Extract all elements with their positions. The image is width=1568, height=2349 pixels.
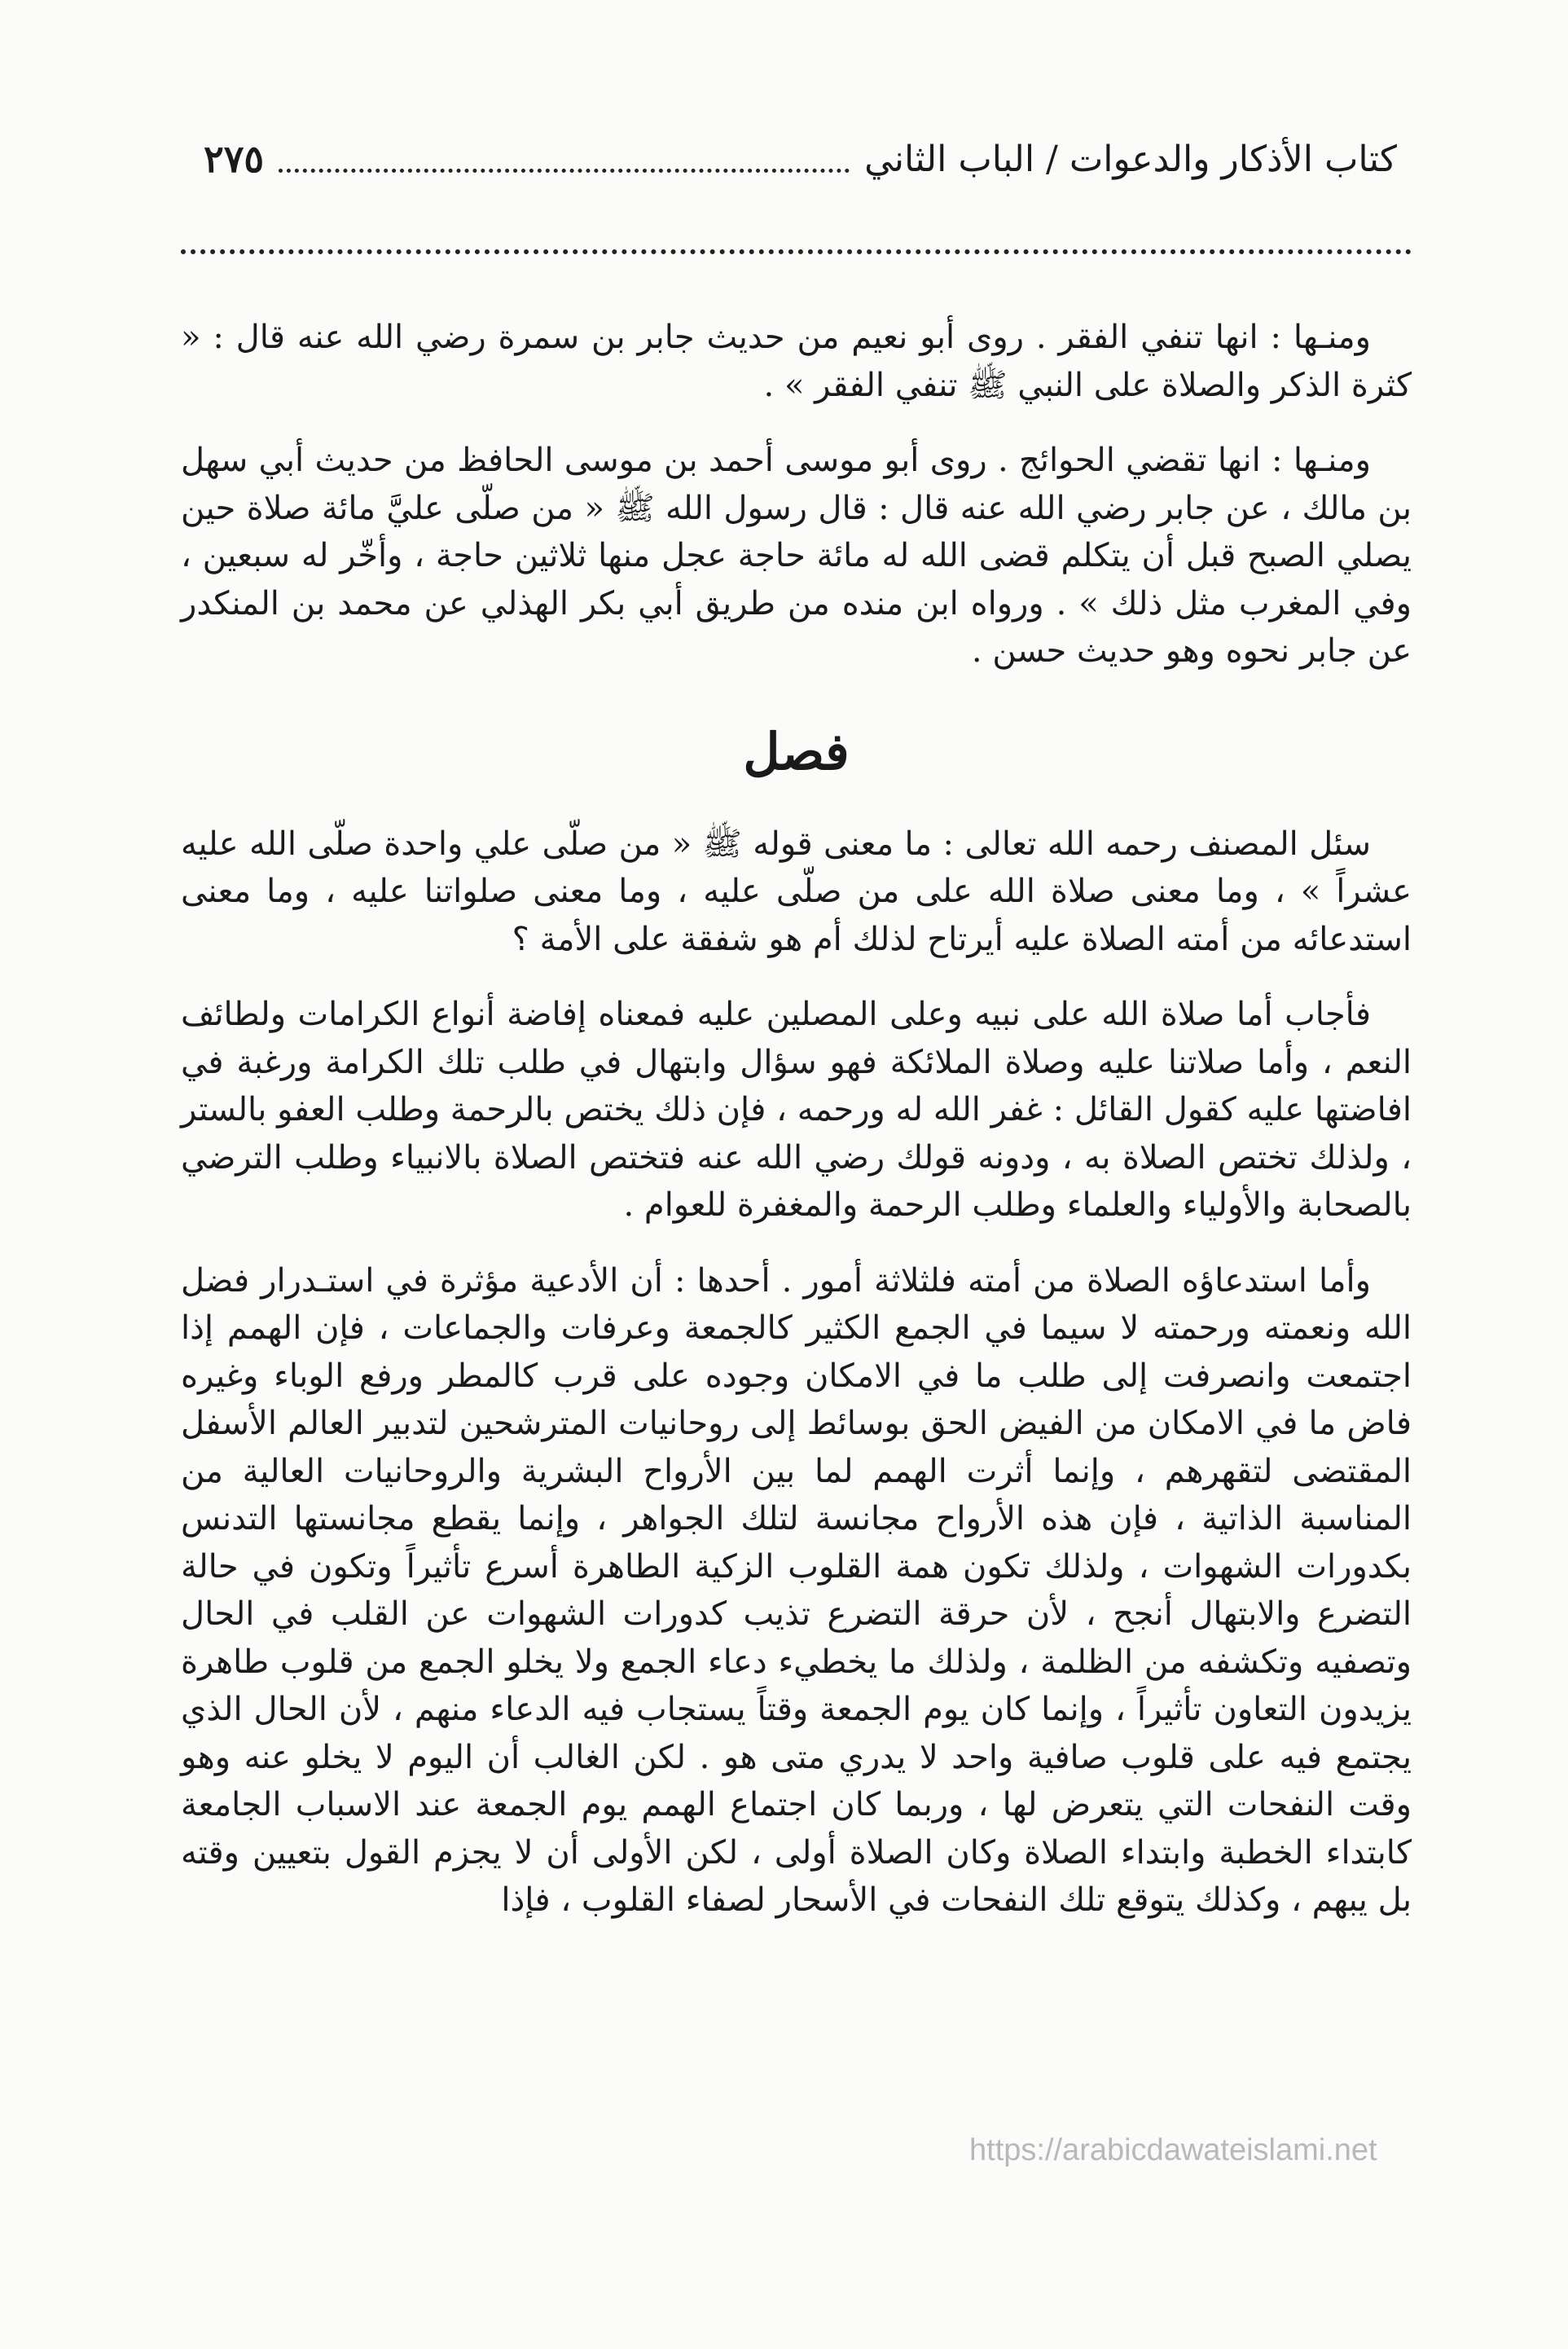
- paragraph-poverty: ومنـها : انها تنفي الفقر . روى أبو نعيم من حديث جابر بن سمرة رضي الله عنه قال : « كثرة الذكر والصلاة على النبي ﷺ تنفي الفقر » .: [181, 319, 1412, 404]
- chapter-title: كتاب الأذكار والدعوات / الباب الثاني: [864, 138, 1397, 180]
- dot-leader: [279, 169, 850, 173]
- paragraph-reasons: وأما استدعاؤه الصلاة من أمته فلثلاثة أمور . أحدها : أن الأدعية مؤثرة في استـدرار فضل الله ونعمته ورحمته لا سيما في الجمع الكثير كالجمعة وعرفات والجماعات ، فإن الهمم إذا اجتمعت وانصرفت إلى طلب ما في الامكان وجوده على قرب كالمطر ورفع الوباء وغيره فاض ما في الامكان من الفيض الحق بوسائط إلى روحانيات المترشحين لتدبير العالم الأسفل المقتضى لتقهرهم ، وإنما أثرت الهمم لما بين الأرواح البشرية والروحانيات العالية من المناسبة الذاتية ، فإن هذه الأرواح مجانسة لتلك الجواهر ، وإنما يقطع مجانستها التدنس بكدورات الشهوات ، ولذلك تكون همة القلوب الزكية الطاهرة أسرع تأثيراً وتكون في حالة التضرع والابتهال أنجح ، لأن حرقة التضرع تذيب كدورات الشهوات عن القلب في الحال وتصفيه وتكشفه من الظلمة ، ولذلك ما يخطيء دعاء الجمع ولا يخلو الجمع من قلوب طاهرة يزيدون التعاون تأثيراً ، وإنما كان يوم الجمعة وقتاً يستجاب فيه الدعاء منهم ، لأن الحال الذي يجتمع فيه على قلوب صافية واحد لا يدري متى هو . لكن الغالب أن اليوم لا يخلو عنه وهو وقت النفحات التي يتعرض لها ، وربما كان اجتماع الهمم يوم الجمعة عند الاسباب الجامعة كابتداء الخطبة وابتداء الصلاة وكان الصلاة أولى ، لكن الأولى أن لا يجزم القول بتعيين وقته بل يبهم ، وكذلك يتوقع تلك النفحات في الأسحار لصفاء القلوب ، فإذا: [181, 1261, 1412, 1919]
- main-text: [181, 314, 1412, 1952]
- paragraph-needs: ومنـها : انها تقضي الحوائج . روى أبو موسى أحمد بن موسى الحافظ من حديث أبي سهل بن مالك ، عن جابر رضي الله عنه قال : قال رسول الله ﷺ « من صلّى عليَّ مائة صلاة حين يصلي الصبح قبل أن يتكلم قضى الله له مائة حاجة عجل منها ثلاثين حاجة ، وأخّر له سبعين ، وفي المغرب مثل ذلك » . ورواه ابن منده من طريق أبي بكر الهذلي عن محمد بن المنكدر عن جابر نحوه وهو حديث حسن .: [181, 442, 1412, 670]
- paragraph-answer: فأجاب أما صلاة الله على نبيه وعلى المصلين عليه فمعناه إفاضة أنواع الكرامات ولطائف النعم ، وأما صلاتنا عليه وصلاة الملائكة فهو سؤال وابتهال في طلب تلك الكرامة ورغبة في افاضتها عليه كقول القائل : غفر الله له ورحمه ، فإن ذلك يختص بالرحمة وطلب العفو بالستر ، ولذلك تختص الصلاة به ، ودونه قولك رضي الله عنه فتختص الصلاة بالانبياء وطلب الترضي بالصحابة والأولياء والعلماء وطلب الرحمة والمغفرة للعوام .: [181, 996, 1412, 1224]
- watermark-url: https://arabicdawateislami.net: [969, 2133, 1377, 2167]
- section-heading: فصل: [743, 721, 850, 781]
- page-number: ٢٧٥: [204, 137, 265, 181]
- header-divider: [181, 249, 1412, 254]
- paragraph-question: سئل المصنف رحمه الله تعالى : ما معنى قوله ﷺ « من صلّى علي واحدة صلّى الله عليه عشراً » ، وما معنى صلاة الله على من صلّى عليه ، وما معنى صلواتنا عليه ، وما معنى استدعائه من أمته الصلاة عليه أيرتاح لذلك أم هو شفقة على الأمة ؟: [181, 825, 1412, 958]
- running-header: [204, 122, 1397, 196]
